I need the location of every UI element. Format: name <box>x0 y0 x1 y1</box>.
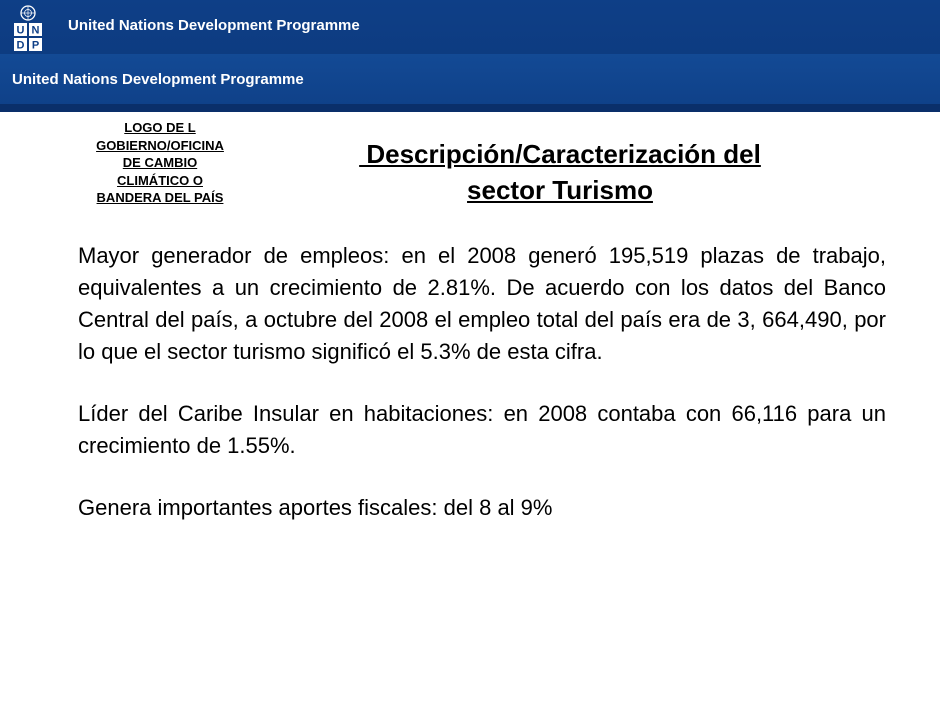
government-logo-placeholder <box>55 119 265 207</box>
org-name-top: United Nations Development Programme <box>68 17 360 34</box>
header-bar <box>0 0 940 112</box>
paragraph-fiscal: Genera importantes aportes fiscales: del 8 al 9% <box>78 495 553 520</box>
body-text <box>78 240 886 524</box>
logo-placeholder-line: LOGO DE L <box>124 120 196 135</box>
undp-letter-d: D <box>16 39 25 52</box>
logo-placeholder-line: DE CAMBIO <box>122 155 198 170</box>
logo-placeholder-line: CLIMÁTICO O <box>117 172 203 188</box>
org-name-band: United Nations Development Programme <box>12 71 304 88</box>
slide-title-line1: Descripción/Caracterización del <box>359 139 761 169</box>
logo-placeholder-line: BANDERA DEL PAÍS <box>96 190 224 205</box>
logo-placeholder-line: GOBIERNO/OFICINA <box>96 137 224 153</box>
paragraph-rooms: Líder del Caribe Insular en habitaciones: en 2008 contaba con 66,116 para un crecimiento de 1.55%. <box>78 401 886 458</box>
paragraph-employment: Mayor generador de empleos: en el 2008 generó 195,519 plazas de trabajo, equivalentes a un crecimiento de 2.81%. De acuerdo con los datos del Banco Central del país, a octubre del 2008 el empleo total del país era de 3, 664,490, por lo que el sector turismo significó el 5.3% de esta cifra. <box>78 243 886 364</box>
header-divider <box>0 104 940 112</box>
slide-title-line2: sector Turismo <box>467 175 653 205</box>
undp-letter-u: U <box>16 24 25 37</box>
undp-logo-icon <box>10 4 46 52</box>
undp-letter-n: N <box>31 24 40 37</box>
undp-letter-p: P <box>31 39 40 52</box>
slide-title <box>300 136 820 208</box>
